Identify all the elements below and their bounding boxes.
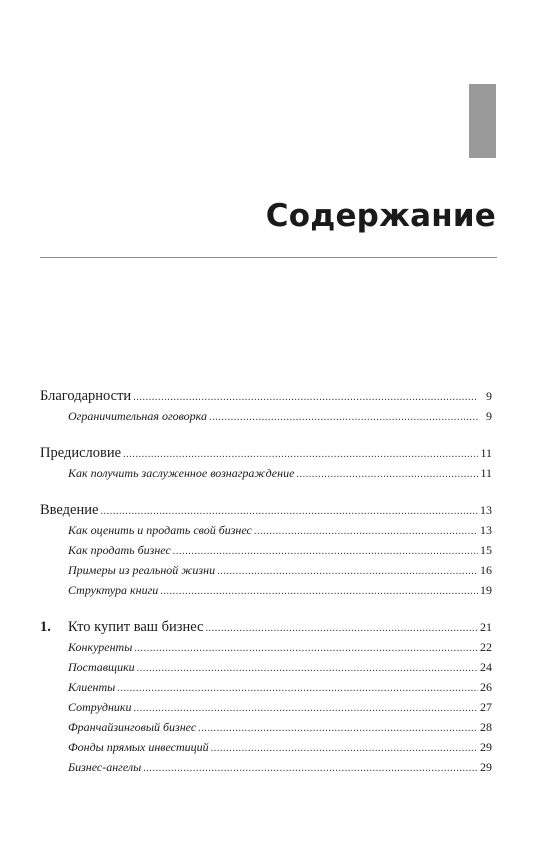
toc-subentry-label: Примеры из реальной жизни — [68, 563, 216, 577]
toc-leader-dots — [160, 582, 478, 602]
toc-leader-dots — [100, 502, 478, 522]
toc-subentry[interactable] — [40, 580, 492, 600]
toc-subentry[interactable] — [40, 737, 492, 757]
toc-leader-dots — [205, 619, 478, 639]
toc-subentry-label: Как получить заслуженное вознаграждение — [68, 466, 295, 480]
toc-page-number: 19 — [480, 583, 492, 597]
toc-leader-dots — [209, 408, 478, 428]
toc-section — [40, 443, 492, 483]
toc-page-number: 11 — [480, 446, 492, 460]
chapter-tab-marker — [469, 84, 496, 158]
toc-page-number: 13 — [480, 503, 492, 517]
toc-subentry[interactable] — [40, 637, 492, 657]
toc-subentry[interactable] — [40, 540, 492, 560]
toc-subentry-label: Франчайзинговый бизнес — [68, 720, 197, 734]
toc-page-number: 9 — [486, 409, 492, 423]
toc-subentry[interactable] — [40, 757, 492, 777]
toc-page-number: 11 — [480, 466, 492, 480]
table-of-contents — [40, 386, 492, 794]
toc-subentry[interactable] — [40, 560, 492, 580]
toc-leader-dots — [296, 465, 478, 485]
toc-leader-dots — [143, 759, 478, 779]
toc-leader-dots — [173, 542, 478, 562]
toc-page-number: 9 — [486, 389, 492, 403]
toc-subentry[interactable] — [40, 677, 492, 697]
toc-page-number: 24 — [480, 660, 492, 674]
toc-subentry-label: Бизнес-ангелы — [68, 760, 142, 774]
toc-subentry-label: Сотрудники — [68, 700, 132, 714]
toc-page-number: 22 — [480, 640, 492, 654]
toc-entry[interactable] — [40, 386, 492, 406]
toc-subentry-label: Поставщики — [68, 660, 135, 674]
toc-subentry-label: Как оценить и продать свой бизнес — [68, 523, 252, 537]
toc-entry-label: Кто купит ваш бизнес — [68, 619, 204, 635]
toc-leader-dots — [137, 659, 478, 679]
toc-entry-label: Благодарности — [40, 388, 132, 404]
toc-section — [40, 500, 492, 600]
toc-leader-dots — [117, 679, 478, 699]
toc-subentry[interactable] — [40, 463, 492, 483]
toc-subentry[interactable] — [40, 697, 492, 717]
toc-page-number: 15 — [480, 543, 492, 557]
toc-subentry-label: Ограничительная оговорка — [68, 409, 207, 423]
toc-subentry[interactable] — [40, 406, 492, 426]
toc-section — [40, 386, 492, 426]
toc-entry-label: Введение — [40, 502, 99, 518]
toc-section — [40, 617, 492, 777]
toc-leader-dots — [198, 719, 478, 739]
toc-leader-dots — [123, 445, 478, 465]
toc-subentry-label: Конкуренты — [68, 640, 133, 654]
toc-leader-dots — [134, 699, 478, 719]
toc-page-number: 29 — [480, 760, 492, 774]
title-divider — [40, 257, 497, 258]
toc-page-number: 21 — [480, 620, 492, 634]
toc-leader-dots — [254, 522, 478, 542]
toc-leader-dots — [133, 388, 478, 408]
toc-subentry-label: Как продать бизнес — [68, 543, 171, 557]
toc-page-number: 26 — [480, 680, 492, 694]
toc-page-number: 13 — [480, 523, 492, 537]
toc-entry-number: 1. — [40, 619, 51, 635]
toc-page-number: 28 — [480, 720, 492, 734]
toc-page-number: 16 — [480, 563, 492, 577]
toc-entry[interactable] — [40, 443, 492, 463]
toc-leader-dots — [217, 562, 478, 582]
toc-subentry[interactable] — [40, 657, 492, 677]
toc-page-number: 27 — [480, 700, 492, 714]
toc-entry[interactable] — [40, 500, 492, 520]
toc-entry[interactable] — [40, 617, 492, 637]
toc-subentry-label: Клиенты — [68, 680, 116, 694]
page-title: Содержание — [265, 198, 496, 234]
toc-leader-dots — [134, 639, 478, 659]
toc-entry-label: Предисловие — [40, 445, 122, 461]
toc-page-number: 29 — [480, 740, 492, 754]
toc-subentry[interactable] — [40, 520, 492, 540]
toc-subentry[interactable] — [40, 717, 492, 737]
toc-leader-dots — [211, 739, 478, 759]
toc-subentry-label: Структура книги — [68, 583, 159, 597]
toc-subentry-label: Фонды прямых инвестиций — [68, 740, 209, 754]
